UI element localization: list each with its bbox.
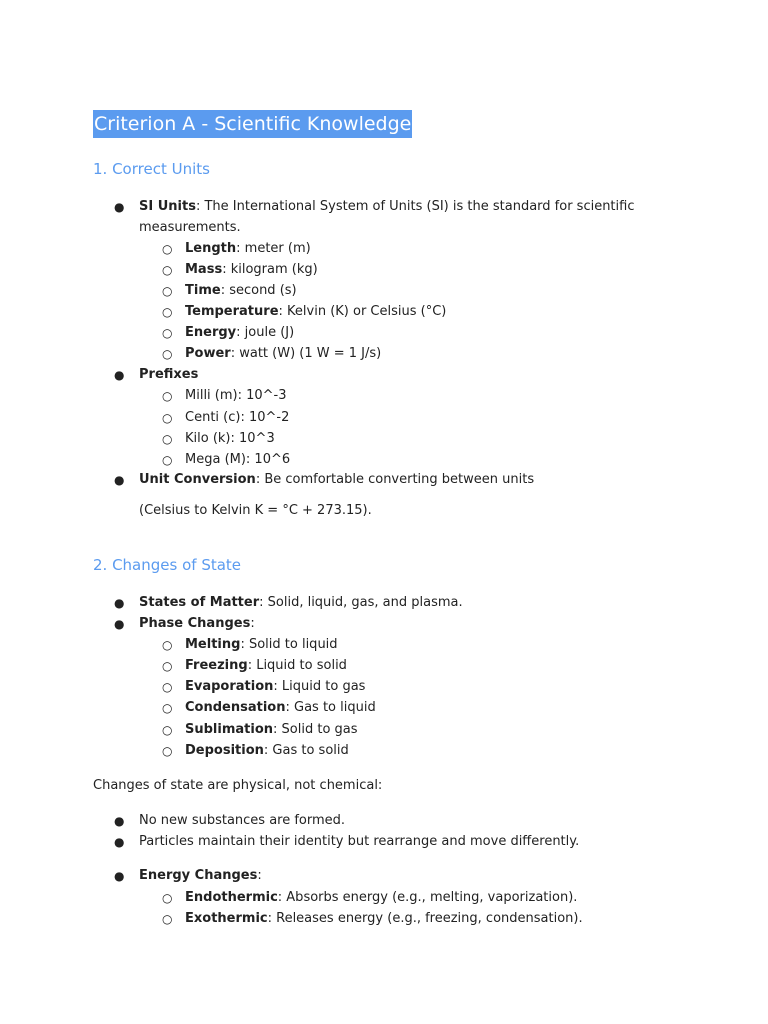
sub-item-prefix-milli: Milli (m): 10^-3 (185, 388, 287, 403)
sub-item-melting (185, 636, 338, 654)
sub-bullet-icon: ○ (162, 701, 173, 715)
sub-bullet-icon: ○ (162, 284, 173, 298)
sub-item-evaporation (185, 678, 365, 696)
sub-item-prefix-mega: Mega (M): 10^6 (185, 452, 291, 467)
bullet-icon: ● (114, 200, 125, 214)
term: Prefixes (139, 367, 199, 382)
sub-bullet-icon: ○ (162, 453, 173, 467)
sub-item-exothermic (185, 910, 583, 928)
term: Length (185, 241, 237, 256)
sub-item-time (185, 282, 297, 300)
sub-item-length (185, 240, 311, 258)
sub-item-temperature (185, 303, 446, 321)
text: : (257, 868, 262, 883)
list-item-states-of-matter (139, 594, 463, 612)
sub-item-energy (185, 324, 294, 342)
text: : Releases energy (e.g., freezing, condensation). (267, 911, 583, 926)
bullet-icon: ● (114, 814, 125, 828)
text: : Gas to liquid (285, 700, 376, 715)
text: : Gas to solid (263, 743, 349, 758)
bullet-icon: ● (114, 596, 125, 610)
sub-bullet-icon: ○ (162, 659, 173, 673)
bullet-icon: ● (114, 617, 125, 631)
text: : The International System of Units (SI) is the standard for scientific (195, 199, 635, 214)
term: Evaporation (185, 679, 274, 694)
sub-item-power (185, 345, 381, 363)
sub-bullet-icon: ○ (162, 723, 173, 737)
term: Endothermic (185, 890, 278, 905)
list-item-phase-changes (139, 615, 255, 633)
sub-bullet-icon: ○ (162, 432, 173, 446)
text: : kilogram (kg) (222, 262, 318, 277)
term: Melting (185, 637, 241, 652)
text: : watt (W) (1 W = 1 J/s) (230, 346, 382, 361)
unit-conversion-note: (Celsius to Kelvin K = °C + 273.15). (139, 503, 372, 518)
sub-bullet-icon: ○ (162, 347, 173, 361)
text: : Absorbs energy (e.g., melting, vaporization). (277, 890, 578, 905)
sub-item-prefix-kilo: Kilo (k): 10^3 (185, 431, 275, 446)
sub-bullet-icon: ○ (162, 242, 173, 256)
sub-bullet-icon: ○ (162, 263, 173, 277)
sub-bullet-icon: ○ (162, 891, 173, 905)
section-heading-correct-units: 1. Correct Units (93, 160, 210, 178)
sub-bullet-icon: ○ (162, 680, 173, 694)
sub-bullet-icon: ○ (162, 912, 173, 926)
sub-item-freezing (185, 657, 347, 675)
term: Energy (185, 325, 237, 340)
list-item-si-units (139, 198, 634, 216)
text: : joule (J) (236, 325, 295, 340)
text: : Liquid to solid (247, 658, 347, 673)
sub-item-sublimation (185, 721, 358, 739)
list-item-unit-conversion (139, 471, 534, 489)
section-heading-changes-of-state: 2. Changes of State (93, 556, 242, 574)
sub-bullet-icon: ○ (162, 305, 173, 319)
bullet-icon: ● (114, 473, 125, 487)
text: : Be comfortable converting between units (255, 472, 535, 487)
list-item-no-new-substances: No new substances are formed. (139, 813, 346, 828)
physical-intro-paragraph: Changes of state are physical, not chemical: (93, 778, 383, 793)
text: : Solid to gas (273, 722, 358, 737)
sub-bullet-icon: ○ (162, 326, 173, 340)
term: SI Units (139, 199, 196, 214)
term: Unit Conversion (139, 472, 256, 487)
sub-bullet-icon: ○ (162, 411, 173, 425)
page-title: Criterion A - Scientific Knowledge (93, 110, 412, 138)
list-item-si-units-continued: measurements. (139, 220, 241, 235)
sub-bullet-icon: ○ (162, 744, 173, 758)
term: Exothermic (185, 911, 268, 926)
term: Energy Changes (139, 868, 258, 883)
bullet-icon: ● (114, 869, 125, 883)
sub-item-deposition (185, 742, 349, 760)
text: : Liquid to gas (273, 679, 366, 694)
term: Freezing (185, 658, 248, 673)
text: : meter (m) (236, 241, 311, 256)
bullet-icon: ● (114, 835, 125, 849)
term: Condensation (185, 700, 286, 715)
term: Temperature (185, 304, 279, 319)
text: : (250, 616, 255, 631)
text: : Kelvin (K) or Celsius (°C) (278, 304, 447, 319)
term: States of Matter (139, 595, 260, 610)
sub-bullet-icon: ○ (162, 389, 173, 403)
sub-bullet-icon: ○ (162, 638, 173, 652)
text: : second (s) (220, 283, 297, 298)
sub-item-prefix-centi: Centi (c): 10^-2 (185, 410, 290, 425)
list-item-energy-changes (139, 867, 262, 885)
term: Phase Changes (139, 616, 251, 631)
list-item-particles: Particles maintain their identity but rearrange and move differently. (139, 834, 580, 849)
term: Time (185, 283, 221, 298)
list-item-prefixes (139, 366, 198, 384)
term: Sublimation (185, 722, 274, 737)
text: : Solid, liquid, gas, and plasma. (259, 595, 463, 610)
term: Power (185, 346, 231, 361)
sub-item-endothermic (185, 889, 577, 907)
term: Mass (185, 262, 223, 277)
sub-item-mass (185, 261, 318, 279)
text: : Solid to liquid (240, 637, 338, 652)
sub-item-condensation (185, 699, 376, 717)
term: Deposition (185, 743, 264, 758)
bullet-icon: ● (114, 368, 125, 382)
